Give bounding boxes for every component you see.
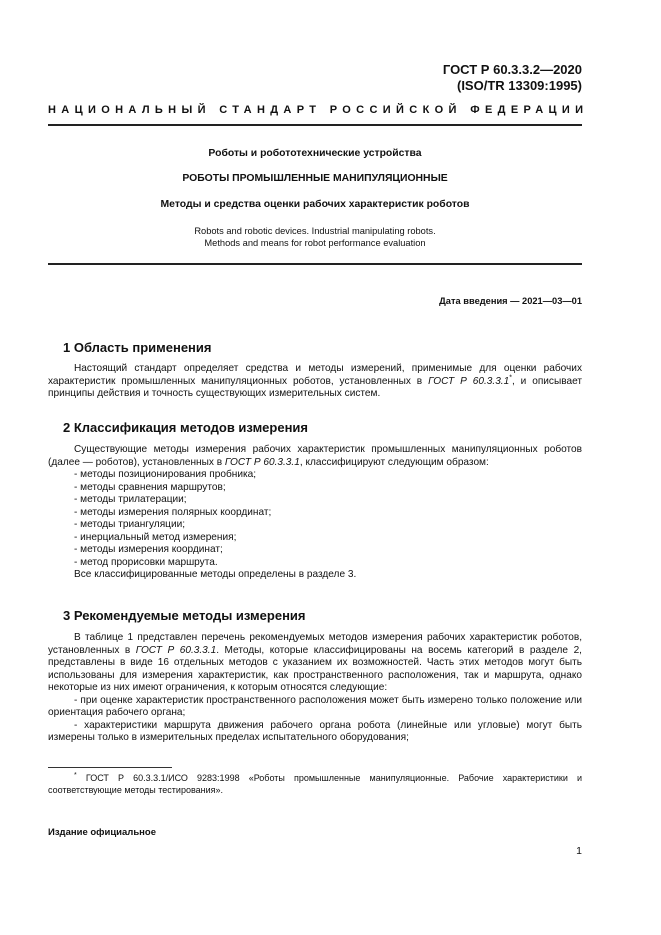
- title-ru-line3: Методы и средства оценки рабочих характеристик роботов: [160, 199, 470, 210]
- section3-body: [48, 632, 582, 745]
- page-number: 1: [576, 845, 582, 857]
- section3-p1-a: В таблице 1 представлен перечень рекомендуемых методов измерения рабочих характеристик роботов, установленных в: [48, 632, 582, 656]
- iso-number: (ISO/TR 13309:1995): [456, 78, 582, 93]
- section3-paragraph2: - при оценке характеристик пространственного расположения может быть измерено только положение или ориентация рабочего органа;: [48, 694, 582, 718]
- section2-closing: Все классифицированные методы определены в разделе 3.: [74, 569, 357, 580]
- title-en: [48, 225, 582, 249]
- section1-ref: ГОСТ Р 60.3.3.1: [428, 375, 510, 387]
- list-item: - методы позиционирования пробника;: [74, 469, 257, 480]
- section1-body: [48, 363, 582, 401]
- section2-intro-a: Существующие методы измерения рабочих характеристик промышленных манипуляционных роботов (далее — роботов), установленных в: [48, 444, 582, 468]
- section1-text-b: , и описывает принципы действия и точность существующих измерительных систем.: [48, 375, 582, 399]
- section3-paragraph3: - характеристики маршрута движения рабочего органа робота (линейные или угловые) могут быть измерены только в измерительных пределах испытательного оборудования;: [48, 719, 582, 743]
- section1-heading: 1 Область применения: [63, 340, 212, 355]
- title-ru-line1: Роботы и робототехнические устройства: [208, 148, 422, 159]
- section2-intro-paragraph: [48, 444, 582, 469]
- footnote-paragraph: [48, 773, 582, 796]
- section3-heading: 3 Рекомендуемые методы измерения: [63, 608, 306, 623]
- section1-paragraph: [48, 363, 582, 401]
- title-ru-line2: РОБОТЫ ПРОМЫШЛЕННЫЕ МАНИПУЛЯЦИОННЫЕ: [182, 173, 448, 184]
- list-item: - инерциальный метод измерения;: [74, 531, 237, 543]
- list-item: - методы измерения полярных координат;: [74, 506, 272, 518]
- list-item: - методы сравнения маршрутов;: [74, 481, 226, 493]
- edition-label: Издание официальное: [48, 827, 156, 838]
- section3-p1-ref: ГОСТ Р 60.3.3.1: [135, 644, 217, 656]
- title-en-line2: Methods and means for robot performance evaluation: [204, 238, 426, 248]
- footnote-text: ГОСТ Р 60.3.3.1/ИСО 9283:1998 «Роботы промышленные манипуляционные. Рабочие характеристики и соответствующие методы тестирования».: [48, 773, 582, 795]
- standard-designation: [443, 62, 582, 94]
- national-standard-banner: НАЦИОНАЛЬНЫЙ СТАНДАРТ РОССИЙСКОЙ ФЕДЕРАЦИИ: [48, 104, 589, 116]
- section2-intro-ref: ГОСТ Р 60.3.3.1: [224, 456, 300, 468]
- footnote: [48, 773, 582, 796]
- section2-intro: [48, 444, 582, 469]
- section3-paragraph1: [48, 632, 582, 695]
- title-en-line1: Robots and robotic devices. Industrial manipulating robots.: [194, 226, 436, 236]
- list-item: - метод прорисовки маршрута.: [74, 556, 218, 568]
- section3-p1-b: . Методы, которые классифицированы на восемь категорий в разделе 2, представлены в виде 16 отдельных методов с указанием их возможностей. Часть этих методов могут быть использованы для измерения характеристик, как пространственного расположения, так и маршрута, однако некоторые из них имеют ограничения, к которым относятся следующие:: [48, 644, 582, 693]
- section2-intro-b: , классифицируют следующим образом:: [299, 456, 489, 468]
- list-item: - методы трилатерации;: [74, 494, 187, 505]
- std-number: ГОСТ Р 60.3.3.2—2020: [442, 62, 582, 77]
- title-rule: [48, 263, 582, 265]
- footnote-mark-ref: *: [509, 374, 512, 382]
- introduction-date: Дата введения — 2021—03—01: [439, 296, 582, 306]
- footnote-mark: *: [74, 772, 77, 779]
- section1-text-a: Настоящий стандарт определяет средства и методы измерений, применимые для оценки рабочих характеристик промышленных манипуляционных роботов, установленных в: [48, 363, 582, 387]
- footnote-rule: [48, 767, 172, 768]
- list-item: - методы измерения координат;: [74, 544, 223, 555]
- section2-heading: 2 Классификация методов измерения: [63, 420, 309, 435]
- methods-list: [48, 469, 582, 582]
- header-rule: [48, 124, 582, 126]
- list-item: - методы триангуляции;: [74, 519, 186, 530]
